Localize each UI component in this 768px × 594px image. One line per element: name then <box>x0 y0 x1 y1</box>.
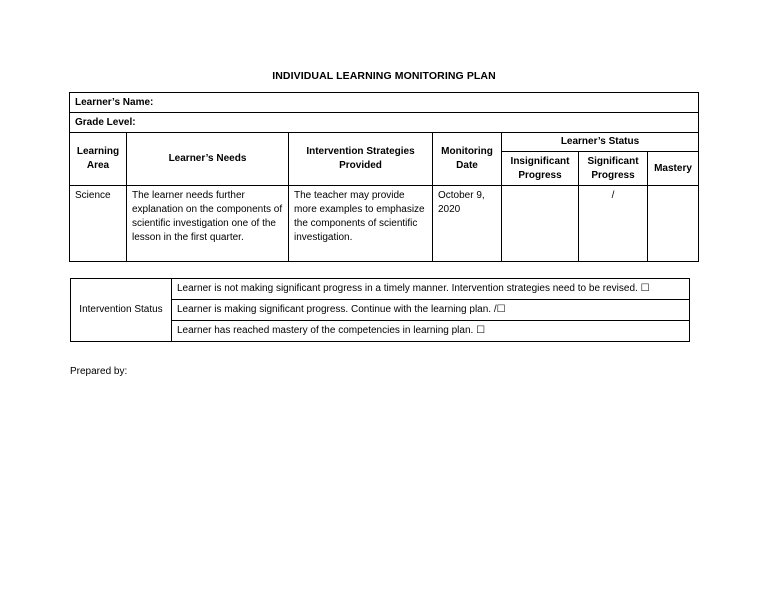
header-mastery: Mastery <box>648 152 699 186</box>
cell-learners-needs: The learner needs further explanation on the components of scientific investigation one of the lesson in the first quarter. <box>127 186 289 262</box>
status-option-mastery: Learner has reached mastery of the competencies in learning plan. ☐ <box>172 321 690 342</box>
status-option-not-significant: Learner is not making significant progress in a timely manner. Intervention strategies need to be revised. ☐ <box>172 279 690 300</box>
header-monitoring-date: Monitoring Date <box>433 133 502 186</box>
header-learners-status: Learner’s Status <box>502 133 699 152</box>
intervention-status-table <box>70 278 690 342</box>
header-intervention-strategies: Intervention Strategies Provided <box>289 133 433 186</box>
cell-insignificant-progress <box>502 186 579 262</box>
document-title: INDIVIDUAL LEARNING MONITORING PLAN <box>272 70 496 82</box>
prepared-by-label: Prepared by: <box>70 366 128 377</box>
header-learners-needs: Learner’s Needs <box>127 133 289 186</box>
header-insignificant-progress: Insignificant Progress <box>502 152 579 186</box>
header-significant-progress: Significant Progress <box>579 152 648 186</box>
learner-name-label: Learner’s Name: <box>70 93 699 113</box>
intervention-status-label: Intervention Status <box>71 279 172 342</box>
cell-monitoring-date: October 9, 2020 <box>433 186 502 262</box>
cell-learning-area: Science <box>70 186 127 262</box>
cell-mastery <box>648 186 699 262</box>
status-option-significant: Learner is making significant progress. Continue with the learning plan. /☐ <box>172 300 690 321</box>
monitoring-plan-table <box>69 92 699 262</box>
cell-significant-progress: / <box>579 186 648 262</box>
header-learning-area: Learning Area <box>70 133 127 186</box>
cell-intervention: The teacher may provide more examples to emphasize the components of scientific investigation. <box>289 186 433 262</box>
grade-level-label: Grade Level: <box>70 113 699 133</box>
